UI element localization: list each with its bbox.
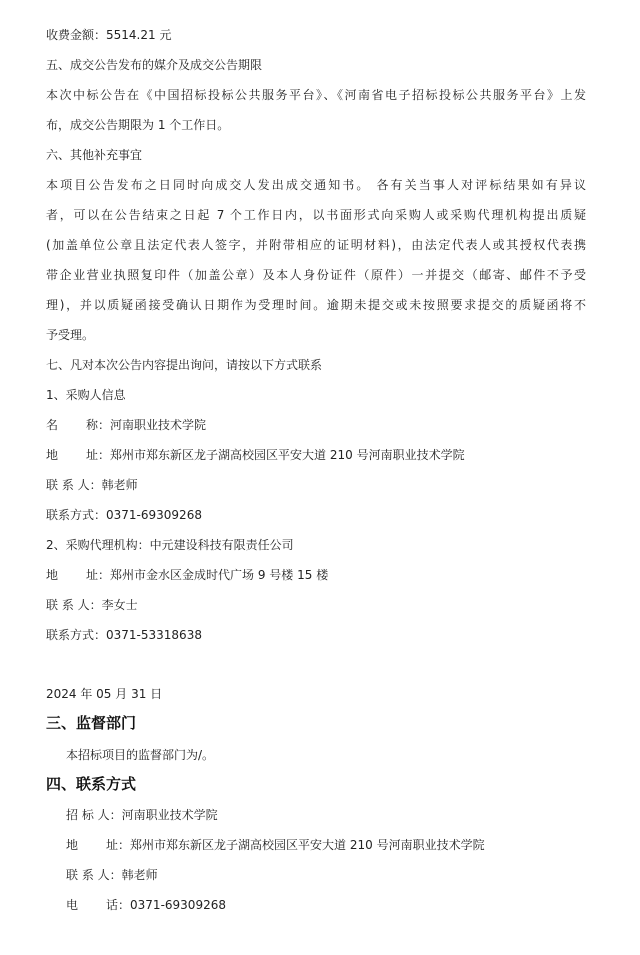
supervision-text: 本招标项目的监督部门为/。 [66,748,215,762]
buyer-contact-row [46,477,586,493]
buyer-name-row [46,417,586,433]
contact-person-value: 韩老师 [121,868,158,882]
section-5-line-2: 布，成交公告期限为 1 个工作日。 [46,118,230,132]
tenderer-value: 河南职业技术学院 [121,808,218,822]
buyer-phone-row [46,507,586,523]
buyer-name-label-a: 名 [46,418,59,432]
section-5-title: 五、成交公告发布的媒介及成交公告期限 [46,58,263,72]
contact-person-label: 联 系 人： [66,868,122,882]
contact-address-row [66,837,485,853]
tenderer-label: 招 标 人： [66,808,122,822]
section-6-title: 六、其他补充事宜 [46,148,143,162]
section-5-line-1: 本次中标公告在《中国招标投标公共服务平台》、《河南省电子招标投标公共服务平台》上发 [46,88,586,102]
agent-address-row [46,567,586,583]
agent-contact-value: 李女士 [101,598,138,612]
agent-address-value: 郑州市金水区金成时代广场 9 号楼 15 楼 [110,568,329,582]
section-6-line-2: 者，可以在公告结束之日起 7 个工作日内，以书面形式向采购人或采购代理机构提出质疑 [46,208,586,222]
announcement-date: 2024 年 05 月 31 日 [46,687,163,701]
section-6-line-6: 予受理。 [46,328,95,342]
buyer-contact-label: 联 系 人： [46,478,102,492]
contact-address-value: 郑州市郑东新区龙子湖高校园区平安大道 210 号河南职业技术学院 [130,838,485,852]
buyer-name-label-b: 称： [86,418,111,432]
contact-address-label-a: 地 [66,838,79,852]
agent-phone-row [46,627,586,643]
agent-address-label-a: 地 [46,568,59,582]
section-7-title: 七、凡对本次公告内容提出询问，请按以下方式联系 [46,358,323,372]
buyer-address-value: 郑州市郑东新区龙子湖高校园区平安大道 210 号河南职业技术学院 [110,448,465,462]
buyer-address-row [46,447,586,463]
section-6-line-5: 理)，并以质疑函接受确认日期作为受理时间。逾期未提交或未按照要求提交的质疑函将不 [46,298,586,312]
buyer-contact-value: 韩老师 [101,478,138,492]
section-6-line-3: (加盖单位公章且法定代表人签字，并附带相应的证明材料)，由法定代表人或其授权代表携 [46,238,586,252]
section-6-line-1: 本项目公告发布之日同时向成交人发出成交通知书。 各有关当事人对评标结果如有异议 [46,178,586,192]
agent-heading: 2、采购代理机构：中元建设科技有限责任公司 [46,538,294,552]
agent-address-label-b: 址： [86,568,111,582]
agent-contact-row [46,597,586,613]
contact-phone-label-a: 电 [66,898,79,912]
tenderer-row [66,807,218,823]
fee-amount: 收费金额：5514.21 元 [46,28,172,42]
agent-contact-label: 联 系 人： [46,598,102,612]
agent-phone-value: 0371-53318638 [106,628,202,642]
section-6-line-4: 带企业营业执照复印件（加盖公章）及本人身份证件（原件）一并提交（邮寄、邮件不予受 [46,268,586,282]
supervision-title: 三、监督部门 [46,714,137,732]
contact-title: 四、联系方式 [46,775,137,793]
buyer-name-value: 河南职业技术学院 [110,418,207,432]
contact-phone-value: 0371-69309268 [130,898,226,912]
buyer-heading: 1、采购人信息 [46,388,126,402]
agent-phone-label: 联系方式： [46,628,107,642]
buyer-address-label-a: 地 [46,448,59,462]
contact-phone-label-b: 话： [106,898,131,912]
contact-address-label-b: 址： [106,838,131,852]
contact-phone-row [66,897,226,913]
contact-person-row [66,867,158,883]
buyer-phone-label: 联系方式： [46,508,107,522]
buyer-address-label-b: 址： [86,448,111,462]
buyer-phone-value: 0371-69309268 [106,508,202,522]
